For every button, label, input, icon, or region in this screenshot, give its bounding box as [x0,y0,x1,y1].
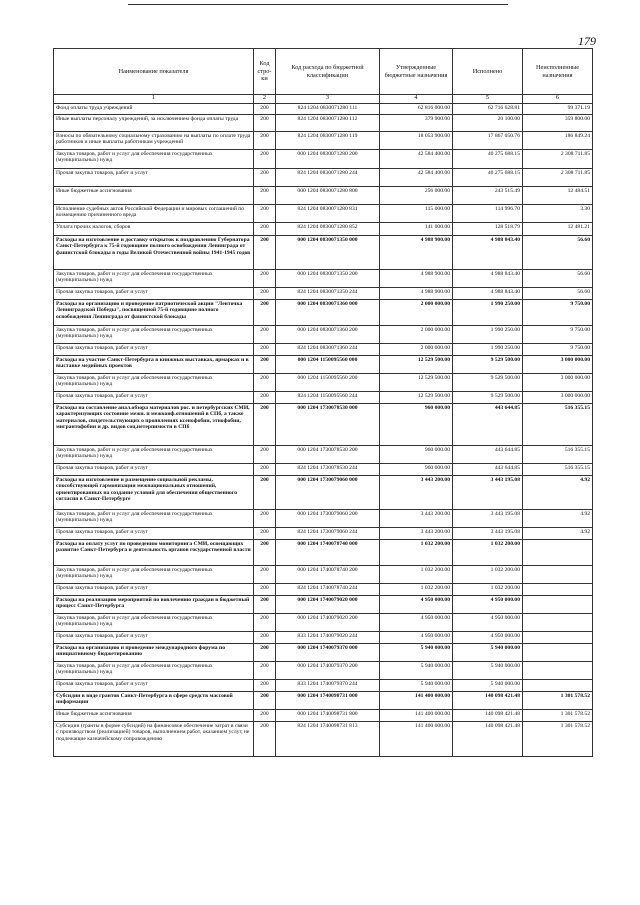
row-approved: 3 443 200.00 [380,476,453,510]
table-row [54,662,593,680]
row-name: Прочая закупка товаров, работ и услуг [54,680,254,692]
row-unexecuted: 186 849.24 [523,132,593,150]
table-row [54,150,593,169]
row-name: Прочая закупка товаров, работ и услуг [54,528,254,540]
row-name: Взносы по обязательному социальному страхованию на выплаты по оплате труда работников и иные выплаты работникам учреждений [54,132,254,150]
row-kbk: 824 1204 0830071280 852 [276,223,380,236]
table-row [54,680,593,692]
row-name: Прочая закупка товаров, работ и услуг [54,169,254,187]
row-unexecuted [523,596,593,614]
header-approved: Утвержденные бюджетные назначения [380,49,453,95]
row-kbk: 824 1204 0830071280 831 [276,205,380,223]
row-unexecuted [523,680,593,692]
row-approved: 42 584 400.00 [380,150,453,169]
row-approved: 2 000 000.00 [380,300,453,326]
table-row [54,722,593,757]
row-kbk: 000 1204 1150095560 000 [276,356,380,374]
header-executed: Исполнено [453,49,523,95]
row-executed: 4 988 843.40 [453,236,523,270]
row-kbk: 000 1204 0830071350 000 [276,236,380,270]
page-number: 179 [578,34,596,48]
row-name: Иные бюджетные ассигнования [54,187,254,205]
row-approved: 42 584 400.00 [380,169,453,187]
row-approved: 3 443 200.00 [380,528,453,540]
row-line-code: 200 [254,392,276,404]
row-line-code: 200 [254,344,276,356]
column-number: 6 [523,95,593,104]
budget-execution-table [53,48,593,757]
table-row [54,566,593,584]
row-executed: 1 990 250.00 [453,344,523,356]
row-unexecuted [523,644,593,662]
table-row [54,205,593,223]
row-name: Прочая закупка товаров, работ и услуг [54,344,254,356]
row-approved: 2 000 000.00 [380,344,453,356]
row-kbk: 000 1204 1150095560 200 [276,374,380,392]
table-row [54,115,593,132]
row-kbk: 824 1204 1730078530 244 [276,464,380,476]
row-kbk: 824 1204 1740078740 244 [276,584,380,596]
row-approved: 1 032 200.00 [380,540,453,566]
row-approved: 12 529 500.00 [380,356,453,374]
row-name: Расходы на организацию и проведение патриотической акции "Ленточка Ленинградской Победы", посвященной 75-й годовщине полного освобождения Ленинграда от фашистской блокады [54,300,254,326]
row-unexecuted [523,566,593,584]
row-line-code: 200 [254,374,276,392]
row-kbk: 824 1204 1150095560 244 [276,392,380,404]
row-line-code: 200 [254,710,276,722]
row-kbk: 000 1204 1730079060 200 [276,510,380,528]
table-row [54,356,593,374]
row-line-code: 200 [254,270,276,288]
row-executed: 5 940 000.00 [453,644,523,662]
table-row [54,392,593,404]
row-executed: 443 644.85 [453,446,523,464]
row-name: Субсидии в виде грантов Санкт-Петербурга в сфере средств массовой информации [54,692,254,710]
row-approved: 1 032 200.00 [380,584,453,596]
row-unexecuted: 56.60 [523,288,593,300]
row-executed: 1 032 200.00 [453,584,523,596]
row-executed: 40 275 688.15 [453,169,523,187]
table-row [54,344,593,356]
row-name: Прочая закупка товаров, работ и услуг [54,392,254,404]
table-row [54,223,593,236]
row-unexecuted: 516 355.15 [523,464,593,476]
row-executed: 1 990 250.00 [453,326,523,344]
row-kbk: 000 1204 1740079370 200 [276,662,380,680]
row-executed: 443 644.85 [453,404,523,446]
row-approved: 12 529 500.00 [380,392,453,404]
row-kbk: 000 1204 1730079060 000 [276,476,380,510]
row-kbk: 833 1204 1740079370 244 [276,680,380,692]
row-approved: 62 816 000.00 [380,104,453,115]
table-row [54,270,593,288]
row-line-code: 200 [254,692,276,710]
row-kbk: 824 1204 0830071280 244 [276,169,380,187]
row-kbk: 000 1204 1740078740 000 [276,540,380,566]
row-unexecuted: 1 301 578.52 [523,692,593,710]
row-name: Расходы на организацию и проведение международного форума по инициативному бюджетированию [54,644,254,662]
row-line-code: 200 [254,476,276,510]
row-kbk: 824 1204 0830071280 111 [276,104,380,115]
row-kbk: 824 1204 1740098731 813 [276,722,380,757]
table-row [54,692,593,710]
row-name: Закупка товаров, работ и услуг для обеспечения государственных (муниципальных) нужд [54,614,254,632]
row-line-code: 200 [254,150,276,169]
table-row [54,540,593,566]
row-approved: 141 400 000.00 [380,722,453,757]
row-kbk: 824 1204 0830071280 119 [276,132,380,150]
row-name: Расходы на реализацию мероприятий по вовлечению граждан в бюджетный процесс Санкт-Петербурга [54,596,254,614]
row-executed: 3 443 195.08 [453,528,523,540]
table-header-row [54,49,593,95]
row-approved: 115 000.00 [380,205,453,223]
row-unexecuted: 56.60 [523,236,593,270]
row-name: Закупка товаров, работ и услуг для обеспечения государственных (муниципальных) нужд [54,270,254,288]
row-approved: 5 940 000.00 [380,680,453,692]
row-kbk: 833 1204 1740079020 244 [276,632,380,644]
row-name: Расходы на оплату услуг по проведению мониторинга СМИ, освещающих развитие Санкт-Петербурга и деятельность органов государственной власти [54,540,254,566]
row-line-code: 200 [254,169,276,187]
row-unexecuted: 516 355.15 [523,404,593,446]
row-executed: 5 940 000.00 [453,680,523,692]
table-row [54,644,593,662]
row-line-code: 200 [254,404,276,446]
table-row [54,288,593,300]
row-name: Расходы на участие Санкт-Петербурга в книжных выставках, ярмарках и в выставке медийных проектов [54,356,254,374]
row-unexecuted [523,584,593,596]
row-line-code: 200 [254,510,276,528]
table-row [54,236,593,270]
row-line-code: 200 [254,662,276,680]
row-unexecuted: 516 355.15 [523,446,593,464]
row-executed: 4 950 000.00 [453,632,523,644]
row-unexecuted: 9 750.00 [523,300,593,326]
row-name: Фонд оплаты труда учреждений [54,104,254,115]
row-line-code: 200 [254,644,276,662]
row-line-code: 200 [254,596,276,614]
row-approved: 12 529 500.00 [380,374,453,392]
header-name: Наименование показателя [54,49,254,95]
row-name: Закупка товаров, работ и услуг для обеспечения государственных (муниципальных) нужд [54,150,254,169]
row-kbk: 000 1204 1740079370 000 [276,644,380,662]
table-row [54,169,593,187]
row-name: Уплата прочих налогов, сборов [54,223,254,236]
row-executed: 4 950 000.00 [453,596,523,614]
row-approved: 960 000.00 [380,404,453,446]
row-unexecuted: 9 750.00 [523,344,593,356]
row-executed: 9 529 500.00 [453,374,523,392]
table-row [54,187,593,205]
row-unexecuted: 3.30 [523,205,593,223]
row-executed: 9 529 500.00 [453,392,523,404]
row-unexecuted: 2 308 711.85 [523,150,593,169]
row-name: Расходы на составление анал.обзора материалов рос. и петербургских СМИ, характеризующих состояние межн. и межконф.отношений в СПб, а также материалов, свидетельствующих о проявлениях ксенофобии, этнофобии, мигрантофобии и др. видов соц.нетерпимости в СПб [54,404,254,446]
row-name: Закупка товаров, работ и услуг для обеспечения государственных (муниципальных) нужд [54,566,254,584]
row-executed: 114 996.70 [453,205,523,223]
row-approved: 960 000.00 [380,464,453,476]
row-line-code: 200 [254,584,276,596]
row-kbk: 000 1204 0830071360 000 [276,300,380,326]
row-line-code: 200 [254,104,276,115]
row-kbk: 000 1204 1740078740 200 [276,566,380,584]
row-name: Закупка товаров, работ и услуг для обеспечения государственных (муниципальных) нужд [54,446,254,464]
row-unexecuted: 2 308 711.85 [523,169,593,187]
row-line-code: 200 [254,326,276,344]
row-approved: 18 053 900.00 [380,132,453,150]
row-kbk: 000 1204 1730078530 200 [276,446,380,464]
top-rule [128,4,508,5]
row-line-code: 200 [254,446,276,464]
table-row [54,632,593,644]
row-line-code: 200 [254,540,276,566]
table-row [54,446,593,464]
row-name: Иные выплаты персоналу учреждений, за исключением фонда оплаты труда [54,115,254,132]
column-number: 4 [380,95,453,104]
row-approved: 141 400 000.00 [380,692,453,710]
row-unexecuted: 3 000 000.00 [523,374,593,392]
row-approved: 960 000.00 [380,446,453,464]
table-row [54,528,593,540]
row-executed: 5 940 000.00 [453,662,523,680]
row-executed: 4 988 843.40 [453,270,523,288]
row-unexecuted [523,662,593,680]
row-line-code: 200 [254,205,276,223]
row-line-code: 200 [254,566,276,584]
row-approved: 4 988 900.00 [380,236,453,270]
row-line-code: 200 [254,132,276,150]
row-executed: 3 443 195.08 [453,476,523,510]
row-approved: 3 443 200.00 [380,510,453,528]
row-approved: 5 940 000.00 [380,644,453,662]
row-kbk: 824 1204 1730079060 244 [276,528,380,540]
row-executed: 128 518.79 [453,223,523,236]
row-kbk: 824 1204 0830071360 244 [276,344,380,356]
row-approved: 4 950 000.00 [380,596,453,614]
row-unexecuted: 99 371.19 [523,104,593,115]
row-kbk: 000 1204 1740098731 000 [276,692,380,710]
row-executed: 443 644.85 [453,464,523,476]
row-executed: 20 100.00 [453,115,523,132]
row-unexecuted: 1 301 578.52 [523,710,593,722]
row-executed: 9 529 500.00 [453,356,523,374]
row-name: Прочая закупка товаров, работ и услуг [54,584,254,596]
row-kbk: 000 1204 1740098731 800 [276,710,380,722]
row-approved: 141 400 000.00 [380,710,453,722]
row-line-code: 200 [254,300,276,326]
row-line-code: 200 [254,722,276,757]
row-approved: 4 988 900.00 [380,270,453,288]
table-row [54,326,593,344]
row-unexecuted [523,540,593,566]
table-row [54,404,593,446]
table-row [54,476,593,510]
row-unexecuted: 3 000 000.00 [523,356,593,374]
row-executed: 62 716 628.81 [453,104,523,115]
row-executed: 3 443 195.08 [453,510,523,528]
row-unexecuted: 56.60 [523,270,593,288]
column-number: 5 [453,95,523,104]
row-unexecuted: 12 481.21 [523,223,593,236]
row-approved: 4 950 000.00 [380,614,453,632]
row-executed: 17 867 050.76 [453,132,523,150]
table-row [54,614,593,632]
table-row [54,300,593,326]
row-kbk: 000 1204 0830071280 200 [276,150,380,169]
row-kbk: 000 1204 1740079020 200 [276,614,380,632]
table-row [54,374,593,392]
table-row [54,132,593,150]
row-name: Прочая закупка товаров, работ и услуг [54,288,254,300]
row-approved: 379 900.00 [380,115,453,132]
header-unexecuted: Неисполненные назначения [523,49,593,95]
row-executed: 1 990 250.00 [453,300,523,326]
row-executed: 1 032 200.00 [453,566,523,584]
header-line-code: Код стро-ки [254,49,276,95]
row-unexecuted [523,632,593,644]
row-name: Прочая закупка товаров, работ и услуг [54,632,254,644]
row-line-code: 200 [254,528,276,540]
row-name: Закупка товаров, работ и услуг для обеспечения государственных (муниципальных) нужд [54,510,254,528]
row-unexecuted: 4.92 [523,528,593,540]
row-unexecuted: 4.92 [523,476,593,510]
row-approved: 4 988 900.00 [380,288,453,300]
table-row [54,464,593,476]
row-kbk: 824 1204 0830071350 244 [276,288,380,300]
row-approved: 1 032 200.00 [380,566,453,584]
table-row [54,510,593,528]
row-name: Прочая закупка товаров, работ и услуг [54,464,254,476]
row-line-code: 200 [254,115,276,132]
row-approved: 2 000 000.00 [380,326,453,344]
row-name: Расходы на изготовление и доставку открыток к поздравлению Губернатора Санкт-Петербурга к 75-й годовщине полного освобождения Ленинграда от фашистской блокады в годы Великой Отечественной войны 1941-1945 годов [54,236,254,270]
row-executed: 140 098 421.48 [453,722,523,757]
row-executed: 4 988 843.40 [453,288,523,300]
row-kbk: 000 1204 1730078530 000 [276,404,380,446]
table-row [54,596,593,614]
row-unexecuted: 359 800.00 [523,115,593,132]
row-kbk: 000 1204 0830071280 800 [276,187,380,205]
row-approved: 5 940 000.00 [380,662,453,680]
row-kbk: 000 1204 1740079020 000 [276,596,380,614]
table-row [54,104,593,115]
row-unexecuted: 3 000 000.00 [523,392,593,404]
row-name: Расходы на изготовление и размещение социальной рекламы, способствующей гармонизации межнациональных отношений, ориентированных на создание условий для обеспечения общественного согласия в Санкт-Петербурге [54,476,254,510]
table-row [54,710,593,722]
row-name: Субсидии (гранты в форме субсидий) на финансовое обеспечение затрат в связи с производством (реализацией) товаров, выполнением работ, оказанием услуг, не подлежащие казначейскому сопровождению [54,722,254,757]
row-line-code: 200 [254,614,276,632]
row-kbk: 000 1204 0830071350 200 [276,270,380,288]
row-executed: 40 275 688.15 [453,150,523,169]
column-number: 2 [254,95,276,104]
row-name: Иные бюджетные ассигнования [54,710,254,722]
row-line-code: 200 [254,288,276,300]
row-line-code: 200 [254,632,276,644]
row-kbk: 824 1204 0830071280 112 [276,115,380,132]
column-number-row [54,95,593,104]
row-unexecuted: 4.92 [523,510,593,528]
row-line-code: 200 [254,680,276,692]
row-executed: 243 515.49 [453,187,523,205]
row-executed: 140 098 421.48 [453,692,523,710]
row-unexecuted: 1 301 578.52 [523,722,593,757]
row-approved: 256 000.00 [380,187,453,205]
row-unexecuted: 9 750.00 [523,326,593,344]
row-executed: 1 032 200.00 [453,540,523,566]
column-number: 3 [276,95,380,104]
row-line-code: 200 [254,464,276,476]
row-name: Закупка товаров, работ и услуг для обеспечения государственных (муниципальных) нужд [54,326,254,344]
row-line-code: 200 [254,236,276,270]
table-row [54,584,593,596]
header-kbk: Код расхода по бюджетной классификации [276,49,380,95]
row-unexecuted: 12 484.51 [523,187,593,205]
row-line-code: 200 [254,187,276,205]
row-kbk: 000 1204 0830071360 200 [276,326,380,344]
row-unexecuted [523,614,593,632]
table-body [54,104,593,757]
row-name: Закупка товаров, работ и услуг для обеспечения государственных (муниципальных) нужд [54,662,254,680]
row-name: Закупка товаров, работ и услуг для обеспечения государственных (муниципальных) нужд [54,374,254,392]
row-line-code: 200 [254,223,276,236]
row-name: Исполнение судебных актов Российской Федерации и мировых соглашений по возмещению причиненного вреда [54,205,254,223]
column-number: 1 [54,95,254,104]
row-executed: 140 098 421.48 [453,710,523,722]
row-approved: 4 950 000.00 [380,632,453,644]
row-approved: 141 000.00 [380,223,453,236]
row-line-code: 200 [254,356,276,374]
row-executed: 4 950 000.00 [453,614,523,632]
